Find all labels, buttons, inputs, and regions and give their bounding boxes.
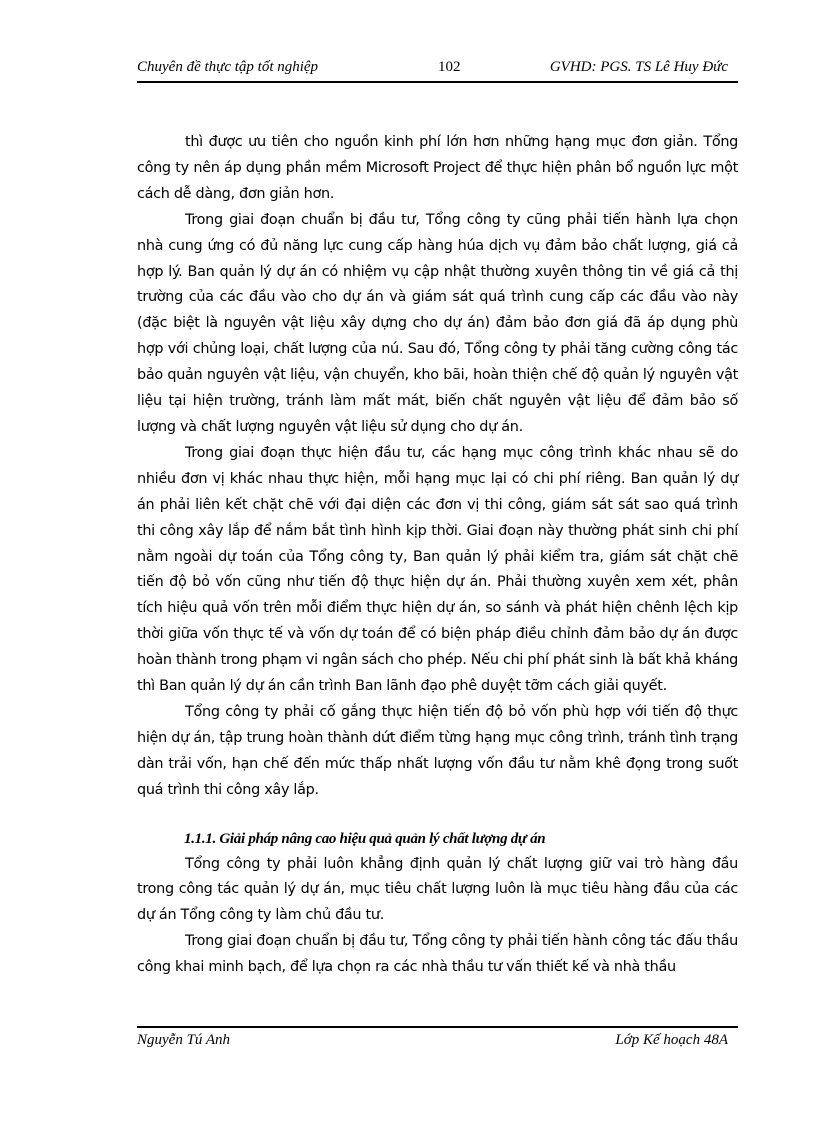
document-body: [137, 130, 738, 981]
paragraph: Tổng công ty phải luôn khẳng định quản lý chất lượng giữ vai trò hàng đầu trong công tác quản lý dự án, mục tiêu chất lượng luôn là mục tiêu hàng đầu của các dự án Tổng công ty làm chủ đầu tư.: [137, 855, 738, 924]
page-header: [137, 57, 738, 83]
paragraph: Trong giai đoạn thực hiện đầu tư, các hạng mục công trình khác nhau sẽ do nhiều đơn vị khác nhau thực hiện, mỗi hạng mục lại có chi phí riêng. Ban quản lý dự án phải liên kết chặt chẽ với đại diện các đơn vị thi công, giám sát sát sao quá trình thi công xây lắp để nắm bắt tình hình kịp thời. Giai đoạn này thường phát sinh chi phí nằm ngoài dự toán của Tổng công ty, Ban quản lý phải kiểm tra, giám sát chặt chẽ tiến độ bỏ vốn cũng như tiến độ thực hiện dự án. Phải thường xuyên xem xét, phân tích hiệu quả vốn trên mỗi điểm thực hiện dự án, so sánh và phát hiện chênh lệch kịp thời giữa vốn thực tế và vốn dự toán để có biện pháp điều chỉnh đảm bảo dự án được hoàn thành trong phạm vi ngân sách cho phép. Nếu chi phí phát sinh là bất khả kháng thì Ban quản lý dự án cần trình Ban lãnh đạo phê duyệt tỡm cách giải quyết.: [137, 444, 738, 695]
paragraph: Trong giai đoạn chuẩn bị đầu tư, Tổng công ty cũng phải tiến hành lựa chọn nhà cung ứng có đủ năng lực cung cấp hàng húa dịch vụ đảm bảo chất lượng, giá cả hợp lý. Ban quản lý dự án có nhiệm vụ cập nhật thường xuyên thông tin về giá cả thị trường của các đầu vào cho dự án và giám sát quá trình cung cấp các đầu vào này (đặc biệt là nguyên vật liệu xây dựng cho dự án) đảm bảo đơn giá đã áp dụng phù hợp với chủng loại, chất lượng của nú. Sau đó, Tổng công ty phải tăng cường công tác bảo quản nguyên vật liệu, vận chuyển, kho bãi, hoàn thiện chế độ quản lý nguyên vật liệu tại hiện trường, tránh làm mất mát, biến chất nguyên vật liệu để đảm bảo số lượng và chất lượng nguyên vật liệu sử dụng cho dự án.: [137, 211, 738, 435]
paragraph: Trong giai đoạn chuẩn bị đầu tư, Tổng công ty phải tiến hành công tác đấu thầu công khai minh bạch, để lựa chọn ra các nhà thầu tư vấn thiết kế và nhà thầu: [137, 933, 738, 976]
paragraph: thì được ưu tiên cho nguồn kinh phí lớn hơn những hạng mục đơn giản. Tổng công ty nên áp dụng phần mềm Microsoft Project để thực hiện phân bổ nguồn lực một cách dễ dàng, đơn giản hơn.: [137, 134, 738, 202]
footer-class: Lớp Kế hoạch 48A: [615, 1032, 728, 1048]
page-number: 102: [438, 59, 461, 75]
paragraph: Tổng công ty phải cố gắng thực hiện tiến độ bỏ vốn phù hợp với tiến độ thực hiện dự án, tập trung hoàn thành dứt điểm từng hạng mục công trình, tránh tình trạng dàn trải vốn, hạn chế đến mức thấp nhất lượng vốn đầu tư nằm khê đọng trong suốt quá trình thi công xây lắp.: [137, 703, 738, 798]
header-title: Chuyên đề thực tập tốt nghiệp: [137, 59, 319, 75]
footer-author: Nguyễn Tú Anh: [137, 1032, 231, 1048]
header-advisor: GVHD: PGS. TS Lê Huy Đức: [549, 59, 728, 75]
page-footer: [137, 1026, 738, 1052]
section-heading: 1.1.1. Giải pháp nâng cao hiệu quả quản lý chất lượng dự án: [184, 830, 546, 847]
